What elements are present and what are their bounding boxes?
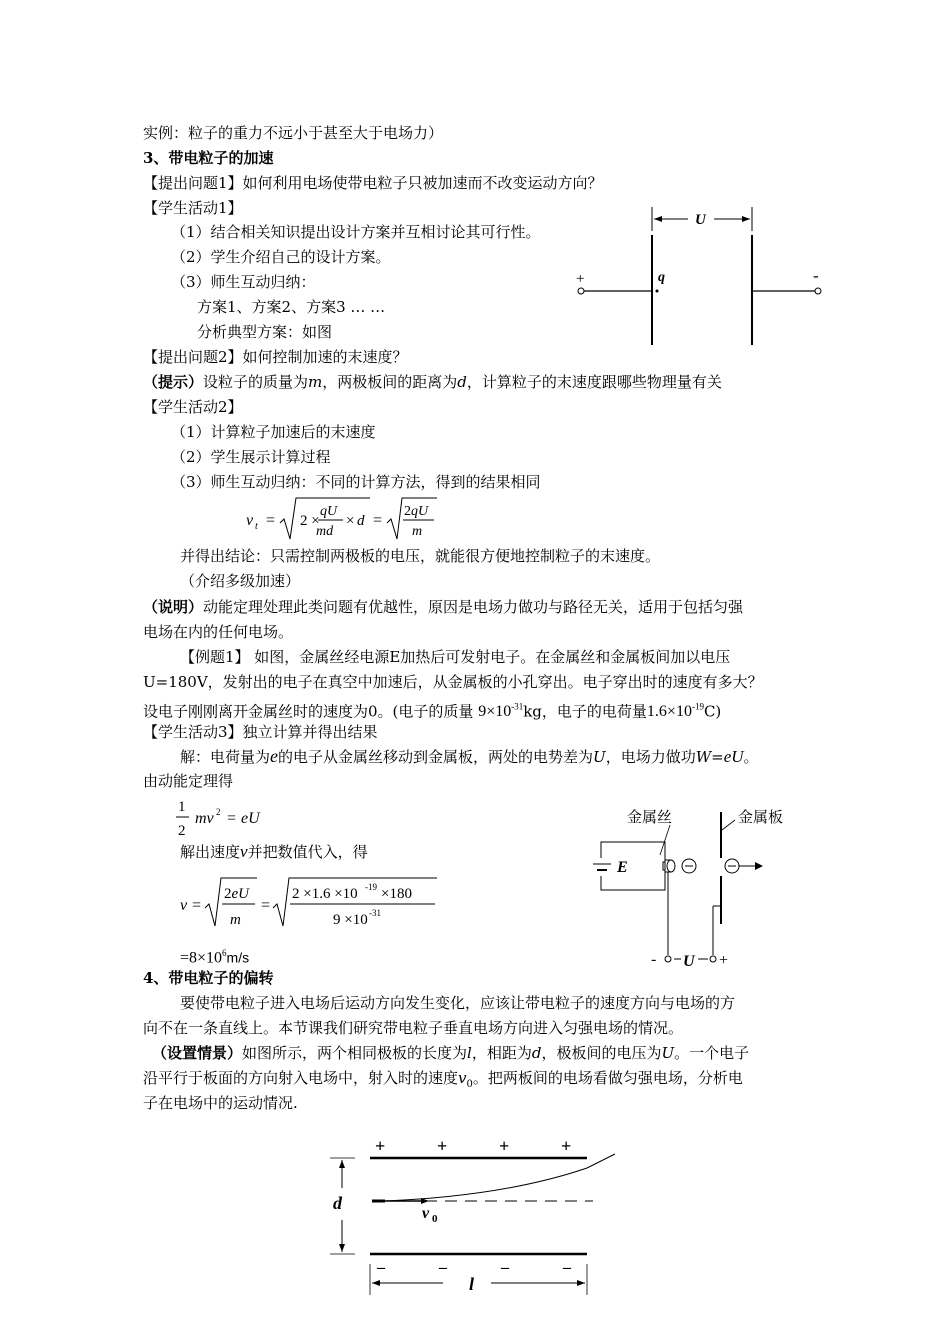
text-line [143, 697, 721, 722]
filament [667, 860, 675, 872]
trajectory [385, 1154, 615, 1201]
text-line: （1）结合相关知识提出设计方案并互相讨论其可行性。 [171, 223, 541, 241]
svg-text:eU: eU [241, 810, 260, 827]
label-v0: v [422, 1205, 430, 1222]
svg-text:=: = [227, 810, 237, 827]
symbol-l: l [467, 1044, 472, 1062]
svg-text:2: 2 [178, 823, 186, 839]
text: 并把数值代入，得 [247, 843, 368, 861]
text: 如图所示，两个相同极板的长度为 [242, 1044, 468, 1062]
text-line: 子在电场中的运动情况. [143, 1094, 298, 1112]
terminal-left [578, 288, 584, 294]
minus-sign: – [501, 1259, 509, 1276]
text-line: 方案1、方案2、方案3 … … [197, 298, 386, 316]
scenario-line [152, 1043, 749, 1063]
text-line: 要使带电粒子进入电场后运动方向发生变化，应该让带电粒子的速度方向与电场的方 [180, 994, 736, 1012]
text: 动能定理处理此类问题有优越性，原因是电场力做功与路径无关，适用于包括匀强 [203, 598, 744, 616]
svg-text:-31: -31 [369, 908, 381, 918]
svg-text:m: m [412, 524, 423, 539]
svg-text:-19: -19 [365, 882, 377, 892]
student-activity-3: 【学生活动3】独立计算并得出结果 [143, 723, 378, 741]
svg-text:=: = [261, 897, 271, 914]
text-line: 电场在内的任何电场。 [143, 623, 294, 641]
minus-sign: – [563, 1259, 571, 1276]
svg-text:2qU: 2qU [404, 504, 429, 519]
note-label: （说明） [143, 598, 204, 616]
text: 的电子从金属丝移动到金属板，两处的电势差为 [278, 748, 594, 766]
svg-text:qU: qU [320, 504, 338, 519]
symbol-U: U [661, 1044, 675, 1062]
svg-text:1: 1 [178, 799, 186, 815]
text: C) [703, 702, 722, 721]
symbol-m: m [308, 373, 323, 391]
solution-line: 解：电荷量为e的电子从金属丝移动到金属板，两处的电势差为U，电场力做功W=eU。 [180, 746, 759, 766]
text-line: 沿平行于板面的方向射入电场中，射入时的速度$v_0$。把两板间的电场看做匀强电场，分析电 [143, 1069, 743, 1090]
label-U: U [695, 212, 706, 228]
text-line: 分析典型方案：如图 [197, 323, 333, 341]
text: ，计算粒子的末速度跟哪些物理量有关 [466, 373, 722, 391]
label-wire: 金属丝 [627, 808, 673, 826]
svg-text:2eU: 2eU [224, 886, 249, 902]
student-activity-2: 【学生活动2】 [143, 398, 243, 416]
label-plate: 金属板 [738, 808, 784, 826]
text: ，电场力做功 [605, 748, 696, 766]
plus-sign: + [437, 1136, 448, 1156]
text-line: 实例：粒子的重力不远小于甚至大于电场力） [143, 124, 444, 142]
text: ，两极板间的距离为 [322, 373, 458, 391]
text-line: （3）师生互动归纳： [171, 273, 316, 291]
svg-text:v: v [246, 512, 254, 529]
mass-value: $9\times 10^{-31}$ [478, 702, 524, 721]
svg-text:d: d [357, 513, 365, 529]
svg-text:md: md [316, 524, 334, 539]
text: ，相距为 [471, 1044, 532, 1062]
section-heading-acceleration: 3、带电粒子的加速 [143, 149, 274, 167]
svg-text:t: t [255, 521, 258, 532]
text-line: （介绍多级加速） [180, 572, 301, 590]
symbol-v: v [240, 842, 248, 861]
text: ，极板间的电压为 [541, 1044, 662, 1062]
text-line: （3）师生互动归纳：不同的计算方法，得到的结果相同 [171, 473, 541, 491]
text-line: U=180V，发射出的电子在真空中加速后，从金属板的小孔穿出。电子穿出时的速度有多大？ [143, 673, 763, 691]
text: 。一个电子 [674, 1044, 750, 1062]
text: 。把两板间的电场看做匀强电场，分析电 [472, 1069, 743, 1087]
text-line: 向不在一条直线上。本节课我们研究带电粒子垂直电场方向进入匀强电场的情况。 [143, 1019, 684, 1037]
scenario-label: （设置情景） [152, 1044, 243, 1062]
symbol-e: e [270, 746, 279, 766]
plus-sign: + [375, 1136, 386, 1156]
svg-text:×: × [346, 513, 355, 529]
figure-electron-gun [585, 800, 785, 975]
svg-text:=: = [266, 512, 276, 529]
symbol-eU: eU [723, 747, 744, 766]
question-2: 【提出问题2】如何控制加速的末速度？ [143, 348, 408, 366]
label-l: l [469, 1274, 475, 1294]
figure-deflection-plates [325, 1130, 625, 1300]
svg-text:2 ×1.6 ×10: 2 ×1.6 ×10 [292, 886, 358, 902]
formula-energy [175, 795, 295, 845]
result-line: $=8\times 10^6m/s$ [180, 948, 250, 967]
symbol-d: d [457, 373, 467, 391]
terminal-plus [710, 956, 716, 962]
svg-text:0: 0 [432, 1213, 438, 1225]
section-heading-deflection: 4、带电粒子的偏转 [143, 969, 274, 987]
question-1: 【提出问题1】如何利用电场使带电粒子只被加速而不改变运动方向？ [143, 174, 603, 192]
text-line: 由动能定理得 [143, 772, 234, 790]
hint-label: （提示） [143, 373, 204, 391]
plus-sign: + [499, 1136, 510, 1156]
student-activity-1: 【学生活动1】 [143, 199, 243, 217]
example-1: 【例题1】 如图，金属丝经电源E加热后可发射电子。在金属丝和金属板间加以电压 [180, 648, 731, 666]
minus-sign: – [439, 1259, 447, 1276]
arrow-right-icon [755, 862, 763, 870]
text: 沿平行于板面的方向射入电场中，射入时的速度 [143, 1069, 459, 1087]
plus-sign: + [561, 1136, 572, 1156]
text: 设粒子的质量为 [203, 373, 309, 391]
label-minus: - [813, 266, 819, 285]
svg-text:=: = [192, 897, 202, 914]
hint-line [143, 372, 722, 392]
text: 设电子刚刚离开金属丝时的速度为0。(电子的质量 [143, 702, 474, 721]
text: 解出速度 [180, 843, 241, 861]
formula-velocity [175, 872, 455, 932]
particle-q [656, 290, 659, 293]
symbol-v: v [458, 1069, 467, 1087]
label-E: E [617, 859, 628, 876]
text-line: （2）学生介绍自己的设计方案。 [171, 248, 391, 266]
text-line [180, 842, 368, 862]
charge-value: $1.6\times 10^{-19}$ [646, 702, 704, 721]
text: kg，电子的电荷量 [523, 702, 647, 721]
note-line [143, 597, 743, 617]
text: 解：电荷量为 [180, 748, 271, 766]
svg-text:=: = [373, 512, 383, 529]
svg-text:m: m [230, 912, 241, 928]
svg-text:2: 2 [216, 807, 221, 817]
text-line: （1）计算粒子加速后的末速度 [171, 423, 376, 441]
label-plus: + [576, 271, 585, 287]
conclusion-line: 并得出结论：只需控制两极板的电压，就能很方便地控制粒子的末速度。 [180, 547, 661, 565]
symbol-W: W= [695, 748, 724, 766]
symbol-U: U [593, 748, 606, 766]
minus-sign: – [377, 1259, 385, 1276]
label-minus: - [651, 951, 657, 968]
terminal-right [815, 288, 821, 294]
svg-text:2 ×: 2 × [300, 513, 320, 529]
symbol-d: d [531, 1044, 542, 1062]
label-q: q [658, 270, 665, 285]
label-d: d [333, 1193, 342, 1213]
label-U: U [683, 953, 695, 970]
formula-vt [240, 495, 450, 545]
text-line: （2）学生展示计算过程 [171, 448, 331, 466]
figure-accelerating-plates [570, 205, 840, 355]
svg-text:×180: ×180 [381, 886, 412, 902]
label-plus: + [719, 952, 729, 969]
svg-text:mv: mv [195, 810, 214, 827]
terminal-minus [665, 956, 671, 962]
svg-text:v: v [180, 897, 188, 914]
svg-text:9 ×10: 9 ×10 [333, 912, 368, 928]
